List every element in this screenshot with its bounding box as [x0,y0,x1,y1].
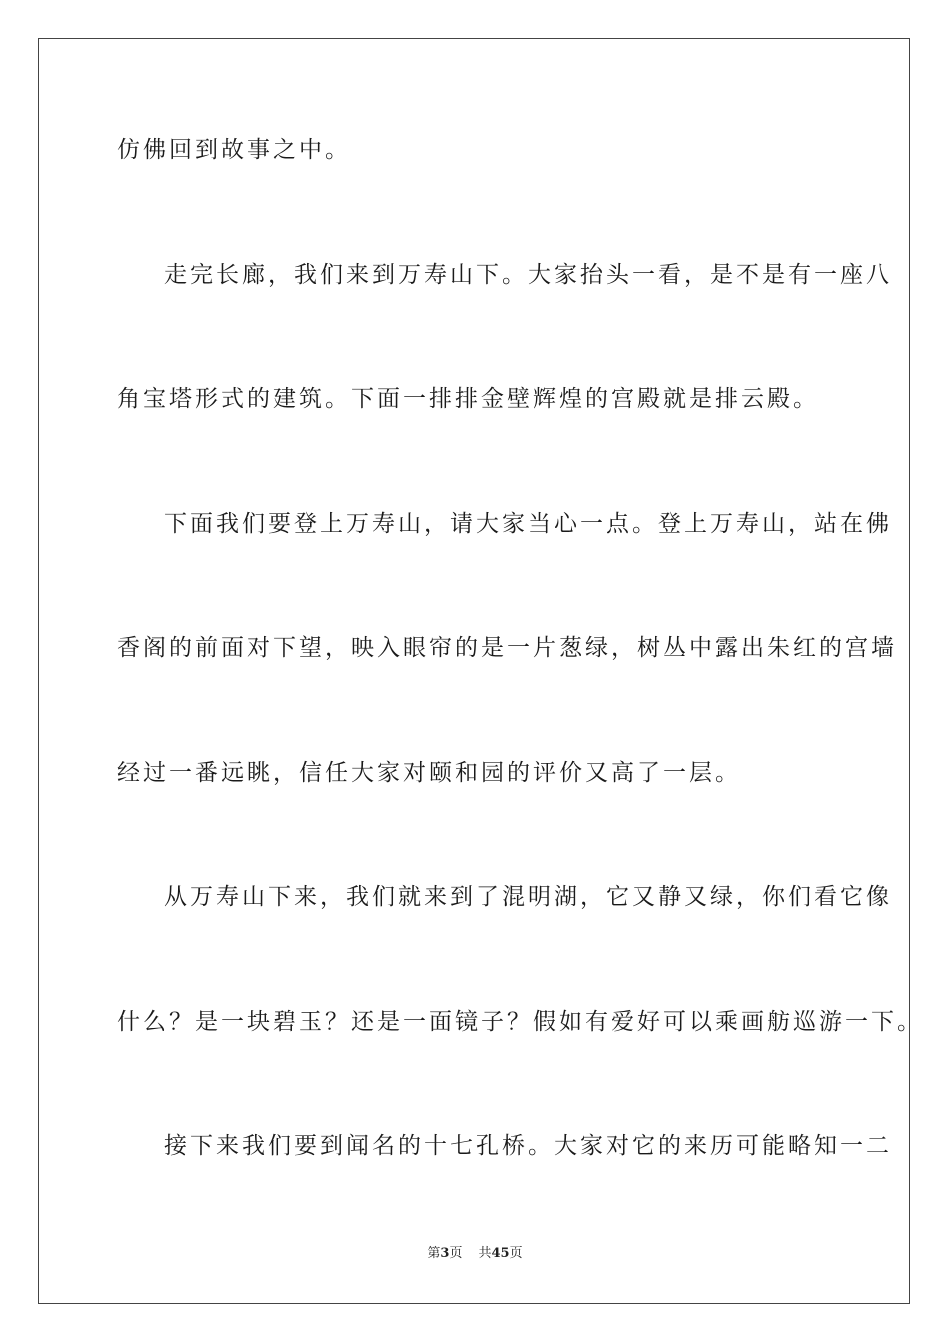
footer-page-suffix: 页 [449,1246,463,1261]
footer-total-pages: 45 [491,1246,510,1261]
footer-page-number: 3 [440,1246,450,1261]
footer-page-prefix: 第 [427,1246,441,1261]
paragraph-line-3: 角宝塔形式的建筑。下面一排排金壁辉煌的宫殿就是排云殿。 [117,386,819,412]
paragraph-line-6: 经过一番远眺，信任大家对颐和园的评价又高了一层。 [117,760,741,786]
paragraph-line-7: 从万寿山下来，我们就来到了混明湖，它又静又绿，你们看它像 [164,884,892,910]
paragraph-line-5: 香阁的前面对下望，映入眼帘的是一片葱绿，树丛中露出朱红的宫墙 [117,635,897,661]
paragraph-line-8: 什么？是一块碧玉？还是一面镜子？假如有爱好可以乘画舫巡游一下。 [117,1009,923,1035]
paragraph-line-4: 下面我们要登上万寿山，请大家当心一点。登上万寿山，站在佛 [164,511,892,537]
page-border [38,38,910,1304]
paragraph-line-1: 仿佛回到故事之中。 [117,137,351,163]
footer-total-suffix: 页 [509,1246,523,1261]
footer-total-prefix: 共 [478,1246,492,1261]
page-footer [0,1245,950,1263]
paragraph-line-2: 走完长廊，我们来到万寿山下。大家抬头一看，是不是有一座八 [164,262,892,288]
paragraph-line-9: 接下来我们要到闻名的十七孔桥。大家对它的来历可能略知一二 [164,1133,892,1159]
